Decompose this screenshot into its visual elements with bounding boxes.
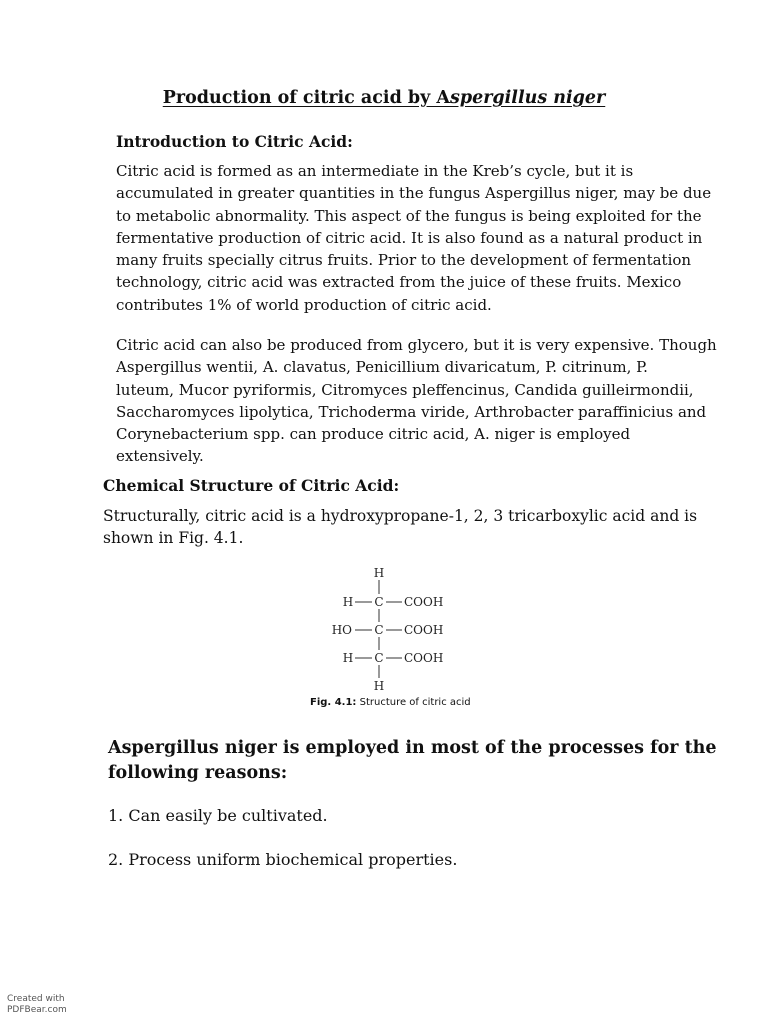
paragraph-line: many fruits specially citrus fruits. Prior to the development of fermentation: [116, 251, 692, 270]
figure-caption-text: Structure of citric acid: [356, 697, 471, 708]
paragraph-line: Corynebacterium spp. can produce citric acid, A. niger is employed: [116, 425, 631, 444]
paragraph-line: shown in Fig. 4.1.: [103, 529, 244, 548]
group-ho-row2: HO: [331, 623, 352, 637]
atom-h-bottom: H: [373, 679, 385, 693]
paragraph-line: fermentative production of citric acid. It is also found as a natural product in: [116, 228, 703, 247]
atom-h-row3: H: [342, 651, 354, 665]
group-cooh-row1: COOH: [404, 595, 444, 609]
watermark-line: PDFBear.com: [7, 1005, 67, 1015]
paragraph-line: accumulated in greater quantities in the fungus Aspergillus niger, may be due: [116, 184, 712, 203]
intro-paragraph-2: [116, 334, 717, 468]
reason-item-1: 1. Can easily be cultivated.: [108, 806, 328, 825]
group-cooh-row2: COOH: [404, 623, 444, 637]
paragraph-line: Structurally, citric acid is a hydroxypropane-1, 2, 3 tricarboxylic acid and is: [103, 507, 698, 525]
structure-paragraph: [103, 505, 697, 550]
atom-c-row1: C: [374, 595, 384, 609]
title-italic: spergillus niger: [449, 88, 606, 108]
watermark-line: Created with: [7, 994, 65, 1004]
paragraph-line: technology, citric acid was extracted from the juice of these fruits. Mexico: [116, 273, 682, 292]
citric-acid-structure-diagram: [300, 564, 480, 714]
heading-line: Aspergillus niger is employed in most of the processes for the: [108, 738, 717, 758]
figure-caption: [310, 697, 471, 708]
atom-c-row2: C: [374, 623, 384, 637]
paragraph-line: contributes 1% of world production of citric acid.: [116, 295, 492, 314]
heading-line: following reasons:: [108, 763, 288, 783]
paragraph-line: extensively.: [116, 447, 204, 466]
group-cooh-row3: COOH: [404, 651, 444, 665]
structure-heading: Chemical Structure of Citric Acid:: [103, 476, 400, 495]
intro-paragraph-1: [116, 160, 711, 316]
paragraph-line: Saccharomyces lipolytica, Trichoderma viride, Arthrobacter paraffinicius and: [116, 402, 707, 421]
paragraph-line: Citric acid is formed as an intermediate in the Kreb’s cycle, but it is: [116, 162, 634, 180]
atom-h-top: H: [373, 566, 385, 580]
reasons-heading: [108, 736, 717, 786]
paragraph-line: Citric acid can also be produced from glycero, but it is very expensive. Though: [116, 336, 717, 354]
paragraph-line: Aspergillus wentii, A. clavatus, Penicillium divaricatum, P. citrinum, P.: [116, 358, 648, 377]
figure-caption-label: Fig. 4.1:: [310, 697, 357, 708]
document-title: [0, 88, 768, 108]
paragraph-line: luteum, Mucor pyriformis, Citromyces pleffencinus, Candida guilleirmondii,: [116, 380, 694, 399]
intro-heading: Introduction to Citric Acid:: [116, 132, 353, 151]
title-prefix: Production of citric acid by A: [162, 88, 450, 108]
pdfbear-watermark: [7, 994, 67, 1016]
paragraph-line: to metabolic abnormality. This aspect of the fungus is being exploited for the: [116, 206, 702, 225]
atom-c-row3: C: [374, 651, 384, 665]
atom-h-row1: H: [342, 595, 354, 609]
reason-item-2: 2. Process uniform biochemical properties.: [108, 850, 458, 869]
